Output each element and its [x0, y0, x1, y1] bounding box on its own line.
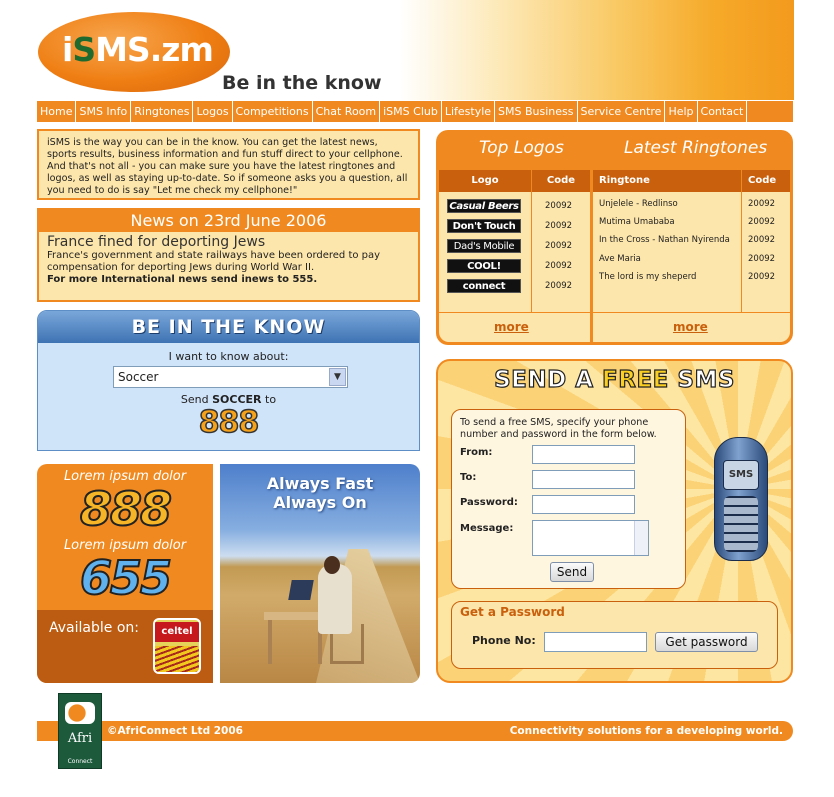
- ringtone-item[interactable]: Unjelele - Redlinso: [599, 199, 678, 209]
- ringtone-item[interactable]: Ave Maria: [599, 254, 641, 264]
- logo-cool[interactable]: COOL!: [447, 259, 521, 273]
- celtel-logo[interactable]: [153, 618, 201, 674]
- logo-code: 20092: [545, 201, 573, 211]
- nav-chat-room[interactable]: Chat Room: [313, 101, 381, 122]
- africonnect-mark-icon: [65, 702, 95, 724]
- ringtone-item[interactable]: In the Cross - Nathan Nyirenda: [599, 235, 730, 245]
- downloads-panel: [436, 130, 793, 345]
- table-footer-divider: [593, 312, 790, 313]
- be-in-the-know-heading: BE IN THE KNOW: [38, 311, 419, 343]
- nav-competitions[interactable]: Competitions: [233, 101, 313, 122]
- table-footer-divider: [439, 312, 590, 313]
- from-label: From:: [460, 447, 493, 458]
- logo-code: 20092: [545, 281, 573, 291]
- shortcode-number: 888: [198, 405, 259, 440]
- news-panel: [37, 208, 420, 302]
- send-keyword: SOCCER: [212, 393, 262, 406]
- logo-code: 20092: [545, 221, 573, 231]
- nav-isms-club[interactable]: iSMS Club: [380, 101, 442, 122]
- nav-sms-info[interactable]: SMS Info: [76, 101, 131, 122]
- ringtone-code: 20092: [748, 235, 776, 245]
- ringtone-code: 20092: [748, 254, 776, 264]
- header: [0, 0, 834, 100]
- logos-more-link[interactable]: more: [494, 320, 529, 334]
- sms-instructions: To send a free SMS, specify your phone number and password in the form below.: [460, 417, 657, 440]
- celtel-wave-graphic: [155, 646, 199, 672]
- news-more-info: For more International news send inews to 555.: [47, 274, 318, 285]
- ringtone-code: 20092: [748, 199, 776, 209]
- latest-ringtones-table: [593, 170, 790, 342]
- cellphone-icon: [714, 437, 768, 561]
- nav-logos[interactable]: Logos: [193, 101, 232, 122]
- news-body: France's government and state railways have been ordered to pay compensation for deporting Jews during World War II.: [47, 250, 381, 273]
- main-nav: [37, 101, 793, 122]
- phone-number-field[interactable]: [544, 632, 647, 652]
- send-free-sms-title: SEND A FREE SMS: [494, 367, 735, 393]
- laptop-graphic: [288, 580, 314, 600]
- nav-home[interactable]: Home: [37, 101, 76, 122]
- code-column-header: Code: [742, 170, 790, 192]
- ringtone-item[interactable]: Mutima Umababa: [599, 217, 675, 227]
- chevron-down-icon[interactable]: ▼: [329, 368, 346, 386]
- promo-text-2: Lorem ipsum dolor: [63, 538, 187, 553]
- get-password-button[interactable]: Get password: [655, 632, 758, 652]
- send-button[interactable]: Send: [550, 562, 594, 582]
- celtel-logo-text: celtel: [155, 622, 199, 642]
- message-scrollbar[interactable]: [634, 521, 648, 555]
- man-graphic: [318, 564, 352, 634]
- footer: [37, 721, 793, 741]
- table-leg-graphic: [268, 620, 272, 664]
- be-in-the-know-panel: [37, 310, 420, 451]
- ringtones-more-link[interactable]: more: [673, 320, 708, 334]
- news-title[interactable]: France fined for deporting Jews: [47, 234, 266, 250]
- nav-sms-business[interactable]: SMS Business: [495, 101, 577, 122]
- logo-code: 20092: [545, 261, 573, 271]
- ringtone-code: 20092: [748, 217, 776, 227]
- column-divider: [741, 170, 742, 312]
- phone-keypad: [724, 496, 758, 552]
- photo-caption: Always Fast Always On: [266, 474, 374, 512]
- message-label: Message:: [460, 523, 514, 534]
- copyright: ©AfriConnect Ltd 2006: [107, 725, 243, 737]
- available-on-label: Available on:: [49, 620, 139, 636]
- ringtone-item[interactable]: The lord is my sheperd: [599, 272, 697, 282]
- promo-banner[interactable]: [37, 464, 213, 683]
- africonnect-logo[interactable]: [58, 693, 102, 769]
- logo-column-header: Logo: [439, 170, 531, 192]
- africonnect-logo-word: Afri: [67, 731, 93, 746]
- phone-screen: SMS: [723, 460, 759, 490]
- password-field[interactable]: [532, 495, 635, 514]
- promo-text-1: Lorem ipsum dolor: [63, 469, 187, 484]
- logo-dont-touch[interactable]: Don't Touch: [447, 219, 521, 233]
- ringtone-column-header: Ringtone: [593, 170, 741, 192]
- to-label: To:: [460, 472, 477, 483]
- latest-ringtones-heading: Latest Ringtones: [624, 138, 768, 158]
- topic-label: I want to know about:: [168, 350, 289, 363]
- header-banner-image: [400, 0, 794, 100]
- topic-select[interactable]: [113, 366, 348, 388]
- logo-code: 20092: [545, 241, 573, 251]
- table-graphic: [264, 612, 326, 620]
- nav-ringtones[interactable]: Ringtones: [131, 101, 193, 122]
- news-heading: News on 23rd June 2006: [39, 210, 418, 232]
- promo-number-2: 655: [79, 551, 171, 605]
- tagline: Be in the know: [222, 72, 382, 94]
- sms-form: [451, 409, 686, 589]
- nav-contact[interactable]: Contact: [698, 101, 748, 122]
- from-field[interactable]: [532, 445, 635, 464]
- code-column-header: Code: [532, 170, 590, 192]
- promo-footer: [37, 610, 213, 683]
- logo-connect[interactable]: connect: [447, 279, 521, 293]
- man-head-graphic: [324, 556, 340, 574]
- phone-number-label: Phone No:: [472, 634, 536, 647]
- send-instruction: Send SOCCER to: [180, 393, 277, 406]
- logo-casual-beers[interactable]: Casual Beers: [447, 199, 521, 213]
- topic-select-value: Soccer: [118, 370, 159, 384]
- promo-number-1: 888: [79, 482, 171, 536]
- password-label: Password:: [460, 497, 518, 508]
- column-divider: [531, 170, 532, 312]
- africonnect-logo-sub: Connect: [67, 758, 93, 765]
- message-textarea[interactable]: [532, 520, 649, 556]
- nav-help[interactable]: Help: [665, 101, 697, 122]
- get-password-box: [451, 601, 778, 669]
- nav-lifestyle[interactable]: Lifestyle: [442, 101, 495, 122]
- isms-logo-text[interactable]: iSMS.zm: [62, 30, 213, 69]
- top-logos-heading: Top Logos: [479, 138, 564, 158]
- ringtone-code: 20092: [748, 272, 776, 282]
- get-password-title: Get a Password: [460, 605, 565, 619]
- send-free-sms-panel: [436, 359, 793, 683]
- intro-text: iSMS is the way you can be in the know. You can get the latest news, sports results, business information and fun stuff direct to your cellphone. And that's not all - you can make sure you have the latest ringtones and logos, as well as staying up-to-date. So if someone asks you a question, all you need to do is say "Let me check my cellphone!": [37, 129, 420, 200]
- logo-dads-mobile[interactable]: Dad's Mobile: [447, 239, 521, 253]
- footer-slogan: Connectivity solutions for a developing world.: [509, 725, 783, 737]
- nav-service-centre[interactable]: Service Centre: [578, 101, 666, 122]
- always-on-photo[interactable]: [220, 464, 420, 683]
- to-field[interactable]: [532, 470, 635, 489]
- top-logos-table: [439, 170, 590, 342]
